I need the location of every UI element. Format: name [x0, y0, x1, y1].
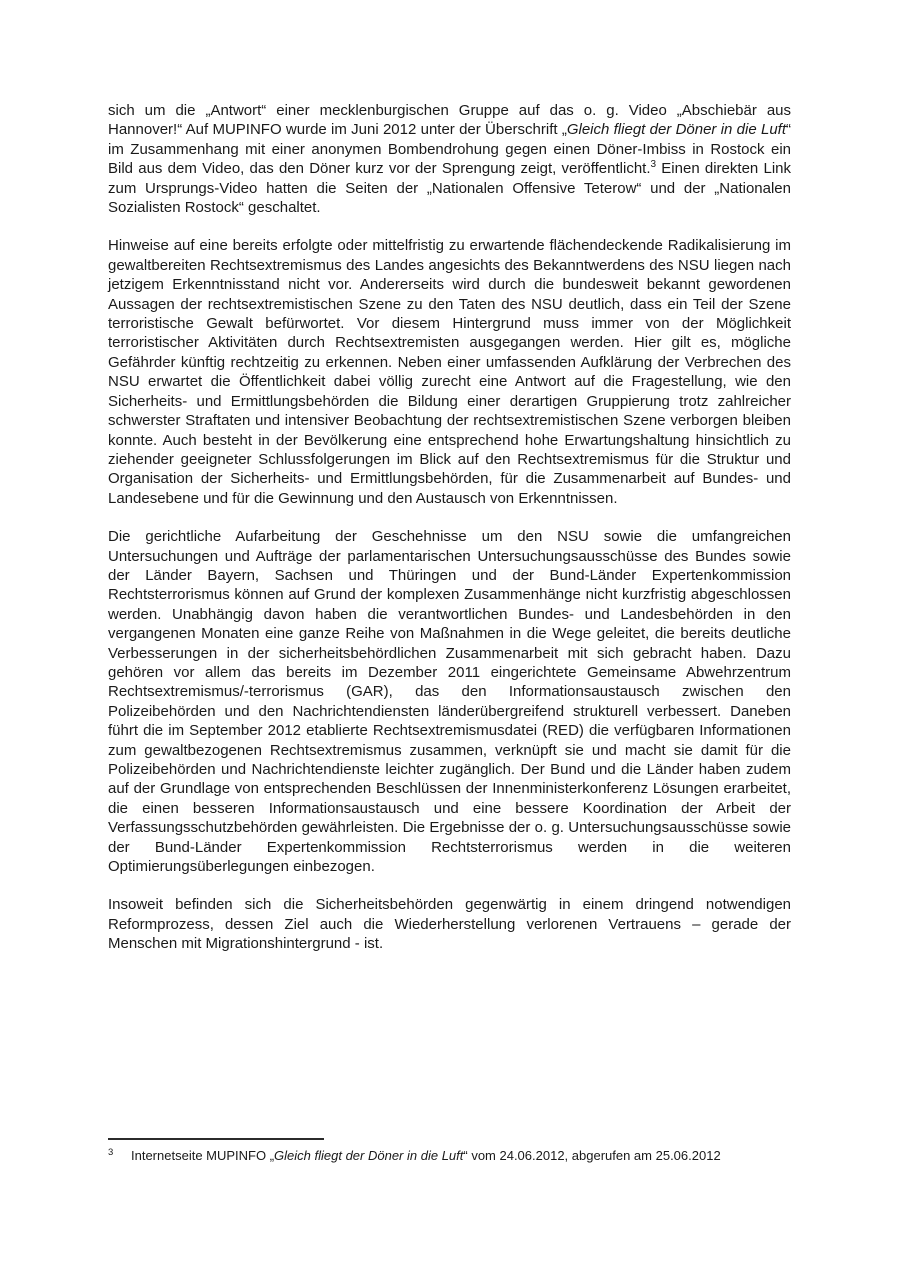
footnote-reference: 3	[650, 159, 657, 171]
text-segment: Insoweit befinden sich die Sicherheitsbehörden gegenwärtig in einem dringend notwendigen Reformprozess, dessen Ziel auch die Wiederherstellung verlorenen Vertrauens – gerade der Menschen mit Migrationshintergrund - ist.	[108, 896, 791, 953]
text-segment: Gleich fliegt der Döner in die Luft	[566, 121, 786, 139]
document-body	[108, 101, 791, 954]
body-paragraph	[108, 101, 791, 217]
footnote-text	[131, 1147, 791, 1165]
text-segment: sich um die „Antwort“ einer mecklenburgischen Gruppe auf das o. g. Video „Abschiebär aus Hannover!“ Auf MUPINFO wurde im Juni 2012 unter der Überschrift „	[108, 102, 791, 139]
footnote	[108, 1147, 791, 1165]
footnote-area	[108, 1138, 791, 1165]
body-paragraph	[108, 527, 791, 876]
text-segment: “ vom 24.06.2012, abgerufen am 25.06.2012	[463, 1148, 721, 1163]
text-segment: Einen direkten Link zum Ursprungs-Video hatten die Seiten der „Nationalen Offensive Teterow“ und der „Nationalen Sozialisten Rostock“ geschaltet.	[108, 160, 791, 217]
text-segment: “ im Zusammenhang mit einer anonymen Bombendrohung gegen einen Döner-Imbiss in Rostock ein Bild aus dem Video, das den Döner kurz vor der Sprengung zeigt, veröffentlicht.	[108, 121, 791, 178]
text-segment: Hinweise auf eine bereits erfolgte oder mittelfristig zu erwartende flächendeckende Radikalisierung im gewaltbereiten Rechtsextremismus des Landes angesichts des Bekanntwerdens des NSU liegen nach jetzigem Erkenntnisstand nicht vor. Andererseits wird durch die bundesweit bekannt gewordenen Aussagen der rechtsextremistischen Szene zu den Taten des NSU deutlich, dass ein Teil der Szene terroristische Gewalt befürwortet. Vor diesem Hintergrund muss immer von der Möglichkeit terroristischer Aktivitäten durch Rechtsextremisten ausgegangen werden. Hier gilt es, mögliche Gefährder künftig rechtzeitig zu erkennen. Neben einer umfassenden Aufklärung der Verbrechen des NSU erwartet die Öffentlichkeit dabei völlig zurecht eine Antwort auf die Fragestellung, wie den Sicherheits- und Ermittlungsbehörden die Bildung einer derartigen Gruppierung trotz zahlreicher schwerster Straftaten und intensiver Beobachtung der rechtsextremistischen Szene verborgen bleiben konnte. Auch besteht in der Bevölkerung eine entsprechend hohe Erwartungshaltung hinsichtlich zu ziehender geeigneter Schlussfolgerungen im Blick auf den Rechtsextremismus für die Struktur und Organisation der Sicherheits- und Ermittlungsbehörden, für die Zusammenarbeit auf Bundes- und Landesebene und für die Gewinnung und den Austausch von Erkenntnissen.	[108, 237, 791, 507]
text-segment: Die gerichtliche Aufarbeitung der Geschehnisse um den NSU sowie die umfangreichen Untersuchungen und Aufträge der parlamentarischen Untersuchungsausschüsse des Bundes sowie der Länder Bayern, Sachsen und Thüringen und der Bund-Länder Expertenkommission Rechtsterrorismus können auf Grund der komplexen Zusammenhänge nicht kurzfristig abgeschlossen werden. Unabhängig davon haben die verantwortlichen Bundes- und Landesbehörden in den vergangenen Monaten eine ganze Reihe von Maßnahmen in die Wege geleitet, die bereits deutliche Verbesserungen in der sicherheitsbehördlichen Zusammenarbeit mit sich gebracht haben. Dazu gehören vor allem das bereits im Dezember 2011 eingerichtete Gemeinsame Abwehrzentrum Rechtsextremismus/-terrorismus (GAR), das den Informationsaustausch zwischen den Polizeibehörden und den Nachrichtendiensten länderübergreifend strukturell verbessert. Daneben führt die im September 2012 etablierte Rechtsextremismusdatei (RED) die verfügbaren Informationen zum gewaltbezogenen Rechtsextremismus zusammen, verknüpft sie und macht sie damit für die Polizeibehörden und Nachrichtendienste leichter zugänglich. Der Bund und die Länder haben zudem auf der Grundlage von entsprechenden Beschlüssen der Innenministerkonferenz Lösungen erarbeitet, die einen besseren Informationsaustausch und eine bessere Koordination der Arbeit der Verfassungsschutzbehörden gewährleisten. Die Ergebnisse der o. g. Untersuchungsausschüsse sowie der Bund-Länder Expertenkommission Rechtsterrorismus werden in die weiteren Optimierungsüberlegungen einbezogen.	[108, 528, 791, 876]
footnote-marker: 3	[108, 1147, 114, 1158]
footnote-separator	[108, 1138, 324, 1140]
body-paragraph	[108, 236, 791, 508]
body-paragraph	[108, 895, 791, 953]
text-segment: Gleich fliegt der Döner in die Luft	[274, 1148, 464, 1163]
text-segment: Internetseite MUPINFO „	[131, 1148, 275, 1163]
